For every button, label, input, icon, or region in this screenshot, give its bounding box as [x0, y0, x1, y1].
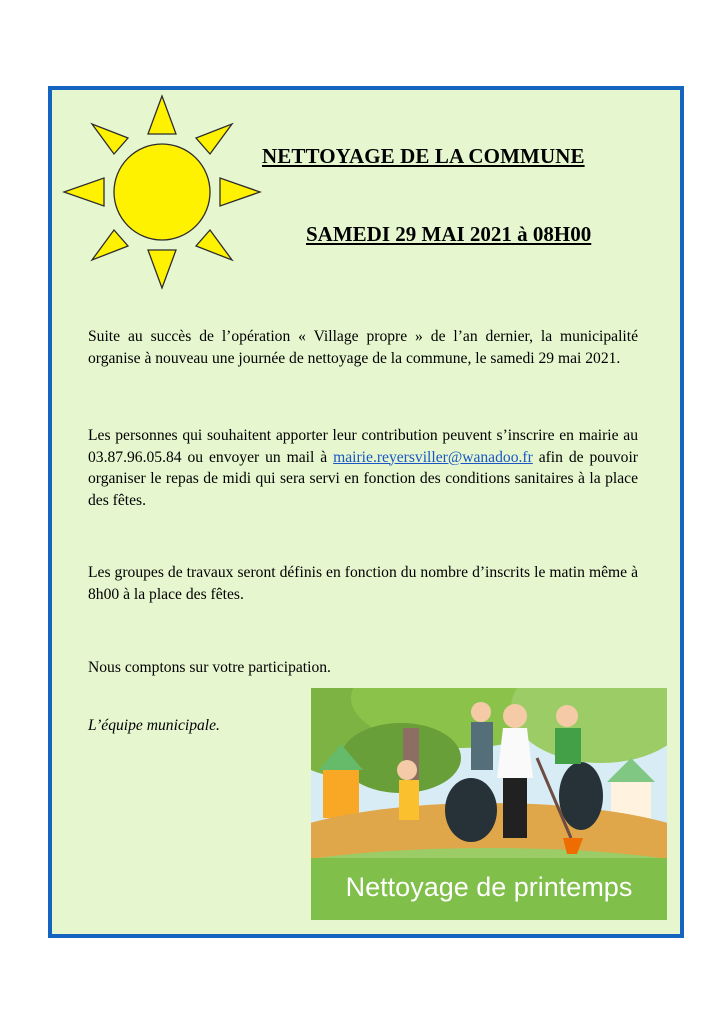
paragraph-intro: Suite au succès de l’opération « Village propre » de l’an dernier, la municipalité organise à nouveau une journée de nettoyage de la commune, le samedi 29 mai 2021.: [88, 328, 638, 367]
poster-title: NETTOYAGE DE LA COMMUNE: [262, 144, 585, 168]
paragraph-registration: [88, 425, 638, 511]
cleanup-illustration: [311, 688, 667, 920]
signature: L’équipe municipale.: [88, 717, 220, 734]
sun-icon: [62, 94, 262, 290]
paragraph-closing: Nous comptons sur votre participation.: [88, 659, 331, 676]
event-date: SAMEDI 29 MAI 2021 à 08H00: [306, 222, 592, 246]
paragraph-groups: Les groupes de travaux seront définis en fonction du nombre d’inscrits le matin même à 8h00 à la place des fêtes.: [88, 564, 638, 603]
registration-text-end: afin de pouvoir organiser le repas de midi qui sera servi en fonction des conditions sanitaires à la place des fêtes.: [88, 448, 638, 509]
banner-text: Nettoyage de printemps: [345, 872, 633, 902]
registration-text: Les personnes qui souhaitent apporter leur contribution peuvent s’inscrire en mairie au 03.87.96.05.84 ou envoyer un mail à: [88, 427, 638, 466]
email-link[interactable]: mairie.reyersviller@wanadoo.fr: [333, 448, 533, 466]
